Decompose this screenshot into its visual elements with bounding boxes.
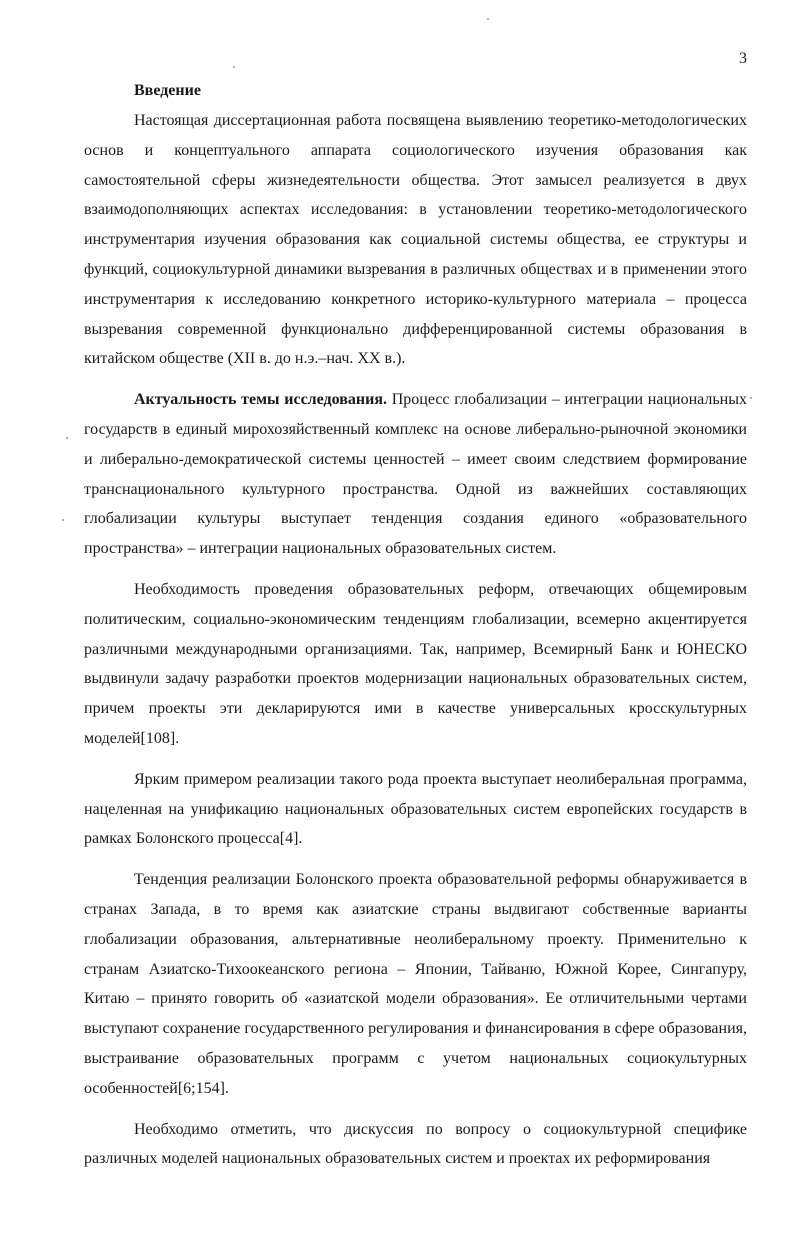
paragraph-bologna-example [84,765,747,854]
section-heading: Введение [134,82,201,99]
paragraph-text: Необходимо отметить, что дискуссия по вопросу о социокультурной специфике различных моделей национальных образовательных систем и проектах их реформирования [84,1120,747,1168]
paragraph-relevance [84,385,747,564]
paragraph-text: Процесс глобализации – интеграции национальных государств в единый мирохозяйственный комплекс на основе либерально-рыночной экономики и либерально-демократической системы ценностей – имеет своим следствием формирование транснационального культурного пространства. Одной из важнейших составляющих глобализации культуры выступает тенденция создания единого «образовательного пространства» – интеграции национальных образовательных систем. [84,391,747,558]
scan-speck [233,66,235,68]
paragraph-discussion [84,1115,747,1175]
scan-speck [62,519,64,521]
paragraph-text: Ярким примером реализации такого рода проекта выступает неолиберальная программа, нацеленная на унификацию национальных образовательных систем европейских государств в рамках Болонского процесса[4]. [84,770,747,848]
scan-speck [487,18,489,20]
scan-speck [750,397,752,399]
page-number: 3 [739,50,747,67]
paragraph-reforms [84,575,747,754]
paragraph-text: Настоящая диссертационная работа посвящена выявлению теоретико-методологических основ и концептуального аппарата социологического изучения образования как самостоятельной сферы жизнедеятельности общества. Этот замысел реализуется в двух взаимодополняющих аспектах исследования: в установлении теоретико-методологического инструментария изучения образования как социальной системы общества, ее структуры и функций, социокультурной динамики вызревания в различных обществах и в применении этого инструментария к исследованию конкретного историко-культурного материала – процесса вызревания современной функционально дифференцированной системы образования в китайском обществе (XII в. до н.э.–нач. XX в.). [84,112,747,368]
document-body [84,80,747,1174]
paragraph-intro [84,106,747,374]
paragraph-text: Тенденция реализации Болонского проекта образовательной реформы обнаруживается в странах Запада, в то время как азиатские страны выдвигают собственные варианты глобализации образования, альтернативные неолиберальному проекту. Применительно к странам Азиатско-Тихоокеанского региона – Японии, Тайваню, Южной Корее, Сингапуру, Китаю – принято говорить об «азиатской модели образования». Ее отличительными чертами выступают сохранение государственного регулирования и финансирования в сфере образования, выстраивание образовательных программ с учетом национальных социокультурных особенностей[6;154]. [84,871,747,1097]
paragraph-lead: Актуальность темы исследования. [134,391,387,409]
paragraph-text: Необходимость проведения образовательных реформ, отвечающих общемировым политическим, социально-экономическим тенденциям глобализации, всемерно акцентируется различными международными организациями. Так, например, Всемирный Банк и ЮНЕСКО выдвинули задачу разработки проектов модернизации национальных образовательных систем, причем проекты эти декларируются ими в качестве универсальных кросскультурных моделей[108]. [84,580,747,747]
scan-speck [66,437,68,439]
paragraph-asian-model [84,865,747,1103]
